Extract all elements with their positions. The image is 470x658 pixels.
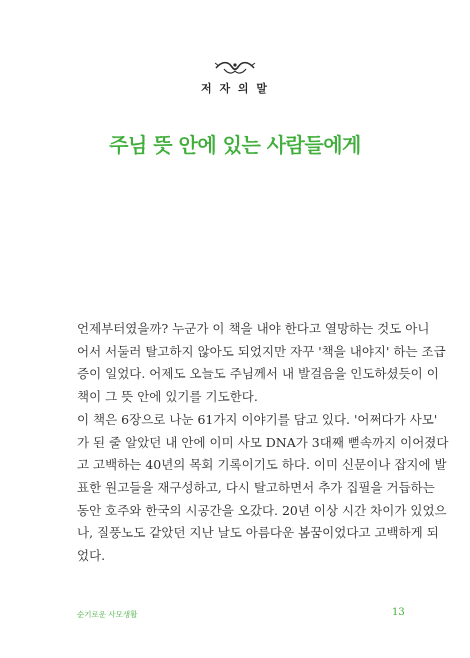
body-line: 동안 호주와 한국의 시공간을 오갔다. 20년 이상 시간 차이가 있었으 xyxy=(77,502,447,518)
body-line: 책이 그 뜻 안에 있기를 기도한다. xyxy=(77,389,258,405)
body-text xyxy=(77,318,449,568)
section-label: 저 자 의 말 xyxy=(201,82,269,95)
decorative-ornament-icon xyxy=(210,57,260,79)
running-footer-title: 순기로운 사모생활 xyxy=(77,610,138,619)
body-line: 언제부터였을까? 누군가 이 책을 내야 한다고 열망하는 것도 아니 xyxy=(77,321,430,336)
body-line: 어서 서둘러 탈고하지 않아도 되었지만 자꾸 '책을 내야지' 하는 조급 xyxy=(77,343,446,359)
body-line: 었다. xyxy=(77,548,106,564)
body-line: 증이 일었다. 어제도 오늘도 주님께서 내 발걸음을 인도하셨듯이 이 xyxy=(77,366,439,382)
page-number: 13 xyxy=(392,607,405,618)
page-title: 주님 뜻 안에 있는 사람들에게 xyxy=(109,133,361,157)
body-line: 가 된 줄 알았던 내 안에 이미 사모 DNA가 3대째 뻗속까지 이어졌다 xyxy=(77,434,449,450)
body-line: 이 책은 6장으로 나눈 61가지 이야기를 담고 있다. '어쩌다가 사모' xyxy=(77,411,438,427)
body-line: 나, 질풍노도 같았던 지난 날도 아름다운 봄꿈이었다고 고백하게 되 xyxy=(77,525,439,541)
body-line: 고 고백하는 40년의 목회 기록이기도 하다. 이미 신문이나 잡지에 발 xyxy=(77,457,447,473)
body-line: 표한 원고들을 재구성하고, 다시 탈고하면서 추가 집필을 거듭하는 xyxy=(77,479,435,495)
